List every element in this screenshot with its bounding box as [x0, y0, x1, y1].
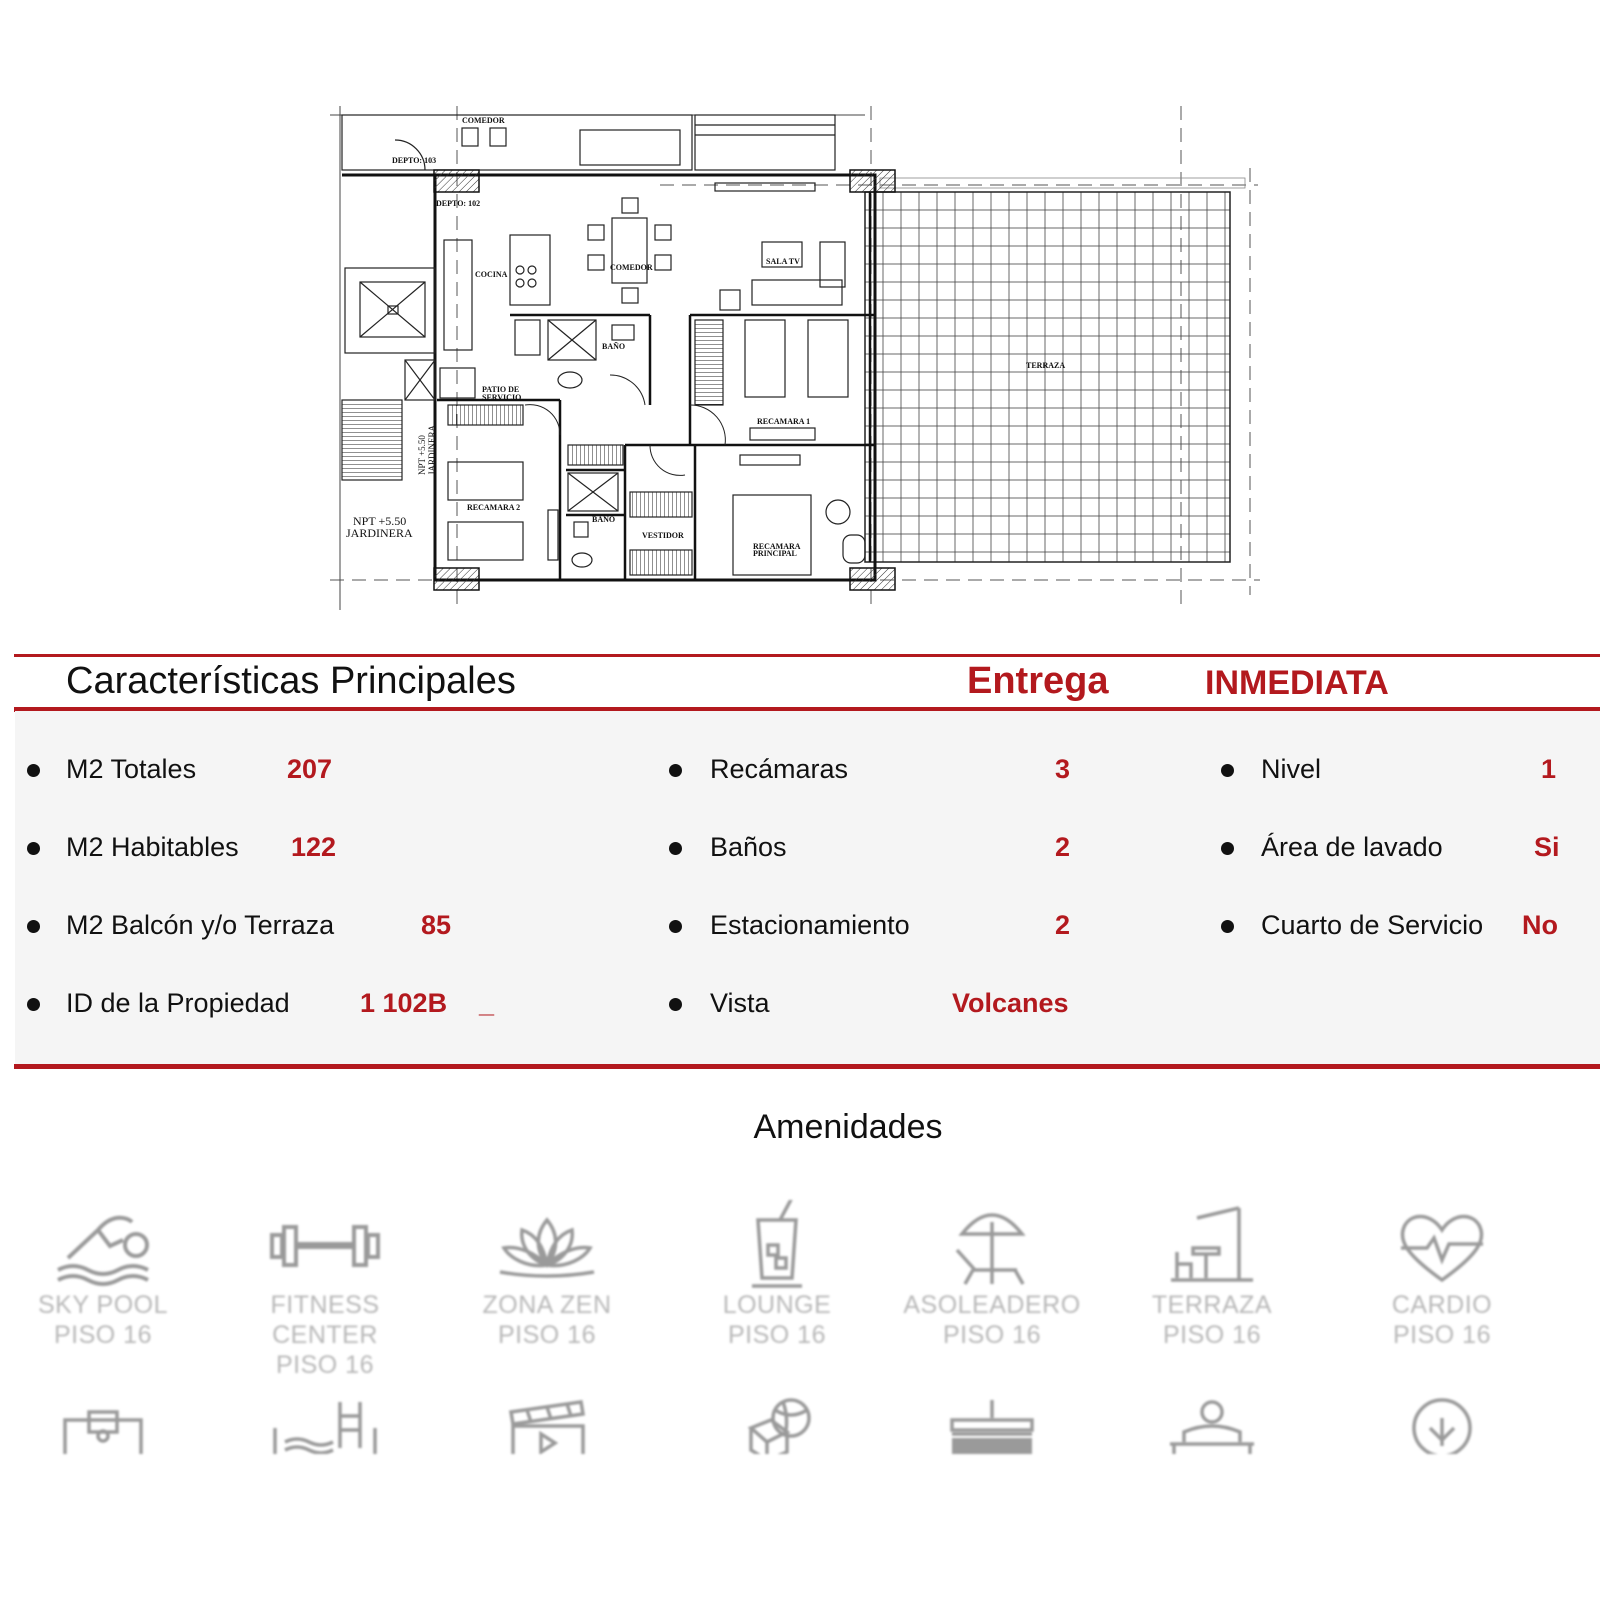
drink-icon	[722, 1200, 832, 1290]
label-comedor-top: COMEDOR	[462, 116, 505, 125]
top-rule	[14, 654, 1600, 657]
bullet	[1221, 920, 1234, 933]
cinema-icon	[497, 1398, 597, 1454]
amenity-name: SKY POOL	[38, 1291, 168, 1319]
label-bano-2: BAÑO	[592, 515, 616, 524]
label-principal-1: RECAMARA	[753, 542, 801, 551]
bullet	[669, 764, 682, 777]
amenity-name: CARDIO	[1391, 1291, 1493, 1319]
amenities-title: Amenidades	[753, 1108, 943, 1146]
label-vestidor: VESTIDOR	[642, 531, 684, 540]
label-npt-1: NPT +5.50	[417, 435, 427, 475]
bullet	[1221, 842, 1234, 855]
feature-value-id-propiedad: 1 102B	[360, 988, 448, 1018]
dumbbell-icon	[260, 1200, 390, 1290]
amenity-name: TERRAZA	[1151, 1291, 1273, 1319]
feature-label-m2-habitables: M2 Habitables	[66, 832, 239, 862]
label-depto-102: DEPTO: 102	[436, 199, 481, 208]
feature-label-m2-terraza: M2 Balcón y/o Terraza	[66, 910, 335, 940]
feature-label-vista: Vista	[710, 988, 770, 1018]
feature-label-m2-totales: M2 Totales	[66, 754, 197, 784]
feature-value-banos: 2	[1055, 832, 1071, 862]
label-recamara-1: RECAMARA 1	[757, 417, 811, 426]
amenity-floor: PISO 16	[1163, 1321, 1261, 1349]
entrega-value: INMEDIATA	[1205, 664, 1389, 702]
bottom-rule	[14, 1064, 1600, 1069]
label-bano-1: BAÑO	[602, 342, 626, 351]
feature-value-id-suffix: _	[479, 988, 495, 1018]
feature-value-m2-totales: 207	[287, 754, 333, 784]
amenity-floor: PISO 16	[54, 1321, 152, 1349]
feature-label-area-lavado: Área de lavado	[1261, 832, 1443, 862]
terrace-icon	[1157, 1200, 1267, 1290]
bullet	[27, 764, 40, 777]
label-jardinera-1: JARDINERA	[427, 424, 437, 475]
lotus-icon	[492, 1200, 602, 1290]
feature-label-estacionamiento: Estacionamiento	[710, 910, 910, 940]
feature-label-cuarto-servicio: Cuarto de Servicio	[1261, 910, 1484, 940]
feature-value-m2-habitables: 122	[291, 832, 337, 862]
feature-label-id-propiedad: ID de la Propiedad	[66, 988, 290, 1018]
amenity-name: FITNESS CENTER	[270, 1291, 380, 1349]
bullet	[27, 998, 40, 1011]
sun-lounger-icon	[937, 1200, 1047, 1290]
label-recamara-2: RECAMARA 2	[467, 503, 521, 512]
bbq-grill-icon	[942, 1398, 1042, 1454]
amenity-zona-zen	[447, 1200, 647, 1350]
bullet	[27, 842, 40, 855]
feature-value-vista: Volcanes	[952, 988, 1069, 1018]
label-patio-2: SERVICIO	[482, 393, 522, 402]
amenity-row2-4	[677, 1398, 877, 1454]
label-npt-2: NPT +5.50	[353, 514, 407, 528]
amenity-asoleadero	[892, 1200, 1092, 1350]
feature-value-estacionamiento: 2	[1055, 910, 1071, 940]
page-title: Características Principales	[66, 660, 516, 702]
amenity-terraza	[1112, 1200, 1312, 1350]
label-cocina: COCINA	[475, 270, 508, 279]
feature-value-area-lavado: Si	[1534, 832, 1560, 862]
amenity-row2-1	[3, 1398, 203, 1454]
feature-label-nivel: Nivel	[1261, 754, 1322, 784]
amenity-name: ZONA ZEN	[482, 1291, 612, 1319]
amenity-row2-6	[1112, 1398, 1312, 1454]
heartbeat-icon	[1387, 1200, 1497, 1290]
feature-value-cuarto-servicio: No	[1522, 910, 1558, 940]
amenity-floor: PISO 16	[943, 1321, 1041, 1349]
feature-value-m2-terraza: 85	[421, 910, 452, 940]
bullet	[669, 998, 682, 1011]
ecology-icon	[1392, 1398, 1492, 1454]
lap-pool-icon	[265, 1398, 385, 1454]
amenity-row2-5	[892, 1398, 1092, 1454]
amenity-name: ASOLEADERO	[903, 1291, 1081, 1319]
label-comedor: COMEDOR	[610, 263, 653, 272]
bullet	[1221, 764, 1234, 777]
swimmer-icon	[48, 1200, 158, 1290]
amenity-row2-2	[225, 1398, 425, 1454]
floor-plan	[320, 104, 1260, 610]
amenity-floor: PISO 16	[1393, 1321, 1491, 1349]
amenity-sky-pool	[3, 1200, 203, 1350]
amenity-row2-3	[447, 1398, 647, 1454]
amenity-floor: PISO 16	[728, 1321, 826, 1349]
business-center-icon	[53, 1398, 153, 1454]
label-principal-2: PRINCIPAL	[753, 549, 797, 558]
bullet	[669, 842, 682, 855]
amenity-fitness-center	[225, 1200, 425, 1380]
label-sala-tv: SALA TV	[766, 257, 800, 266]
bullet	[669, 920, 682, 933]
entrega-label: Entrega	[967, 660, 1109, 702]
amenity-lounge	[677, 1200, 877, 1350]
bullet	[27, 920, 40, 933]
amenity-name: LOUNGE	[722, 1291, 832, 1319]
feature-label-recamaras: Recámaras	[710, 754, 849, 784]
amenity-floor: PISO 16	[276, 1351, 374, 1379]
amenity-floor: PISO 16	[498, 1321, 596, 1349]
amenity-cardio	[1342, 1200, 1542, 1350]
label-jardinera-2: JARDINERA	[346, 526, 413, 540]
label-terraza: TERRAZA	[1026, 361, 1066, 370]
feature-value-recamaras: 3	[1055, 754, 1071, 784]
amenity-row2-7	[1342, 1398, 1542, 1454]
label-patio-1: PATIO DE	[482, 385, 520, 394]
label-depto-103: DEPTO: 103	[392, 156, 437, 165]
reception-icon	[1162, 1398, 1262, 1454]
kids-play-icon	[727, 1398, 827, 1454]
feature-label-banos: Baños	[710, 832, 787, 862]
feature-value-nivel: 1	[1541, 754, 1557, 784]
